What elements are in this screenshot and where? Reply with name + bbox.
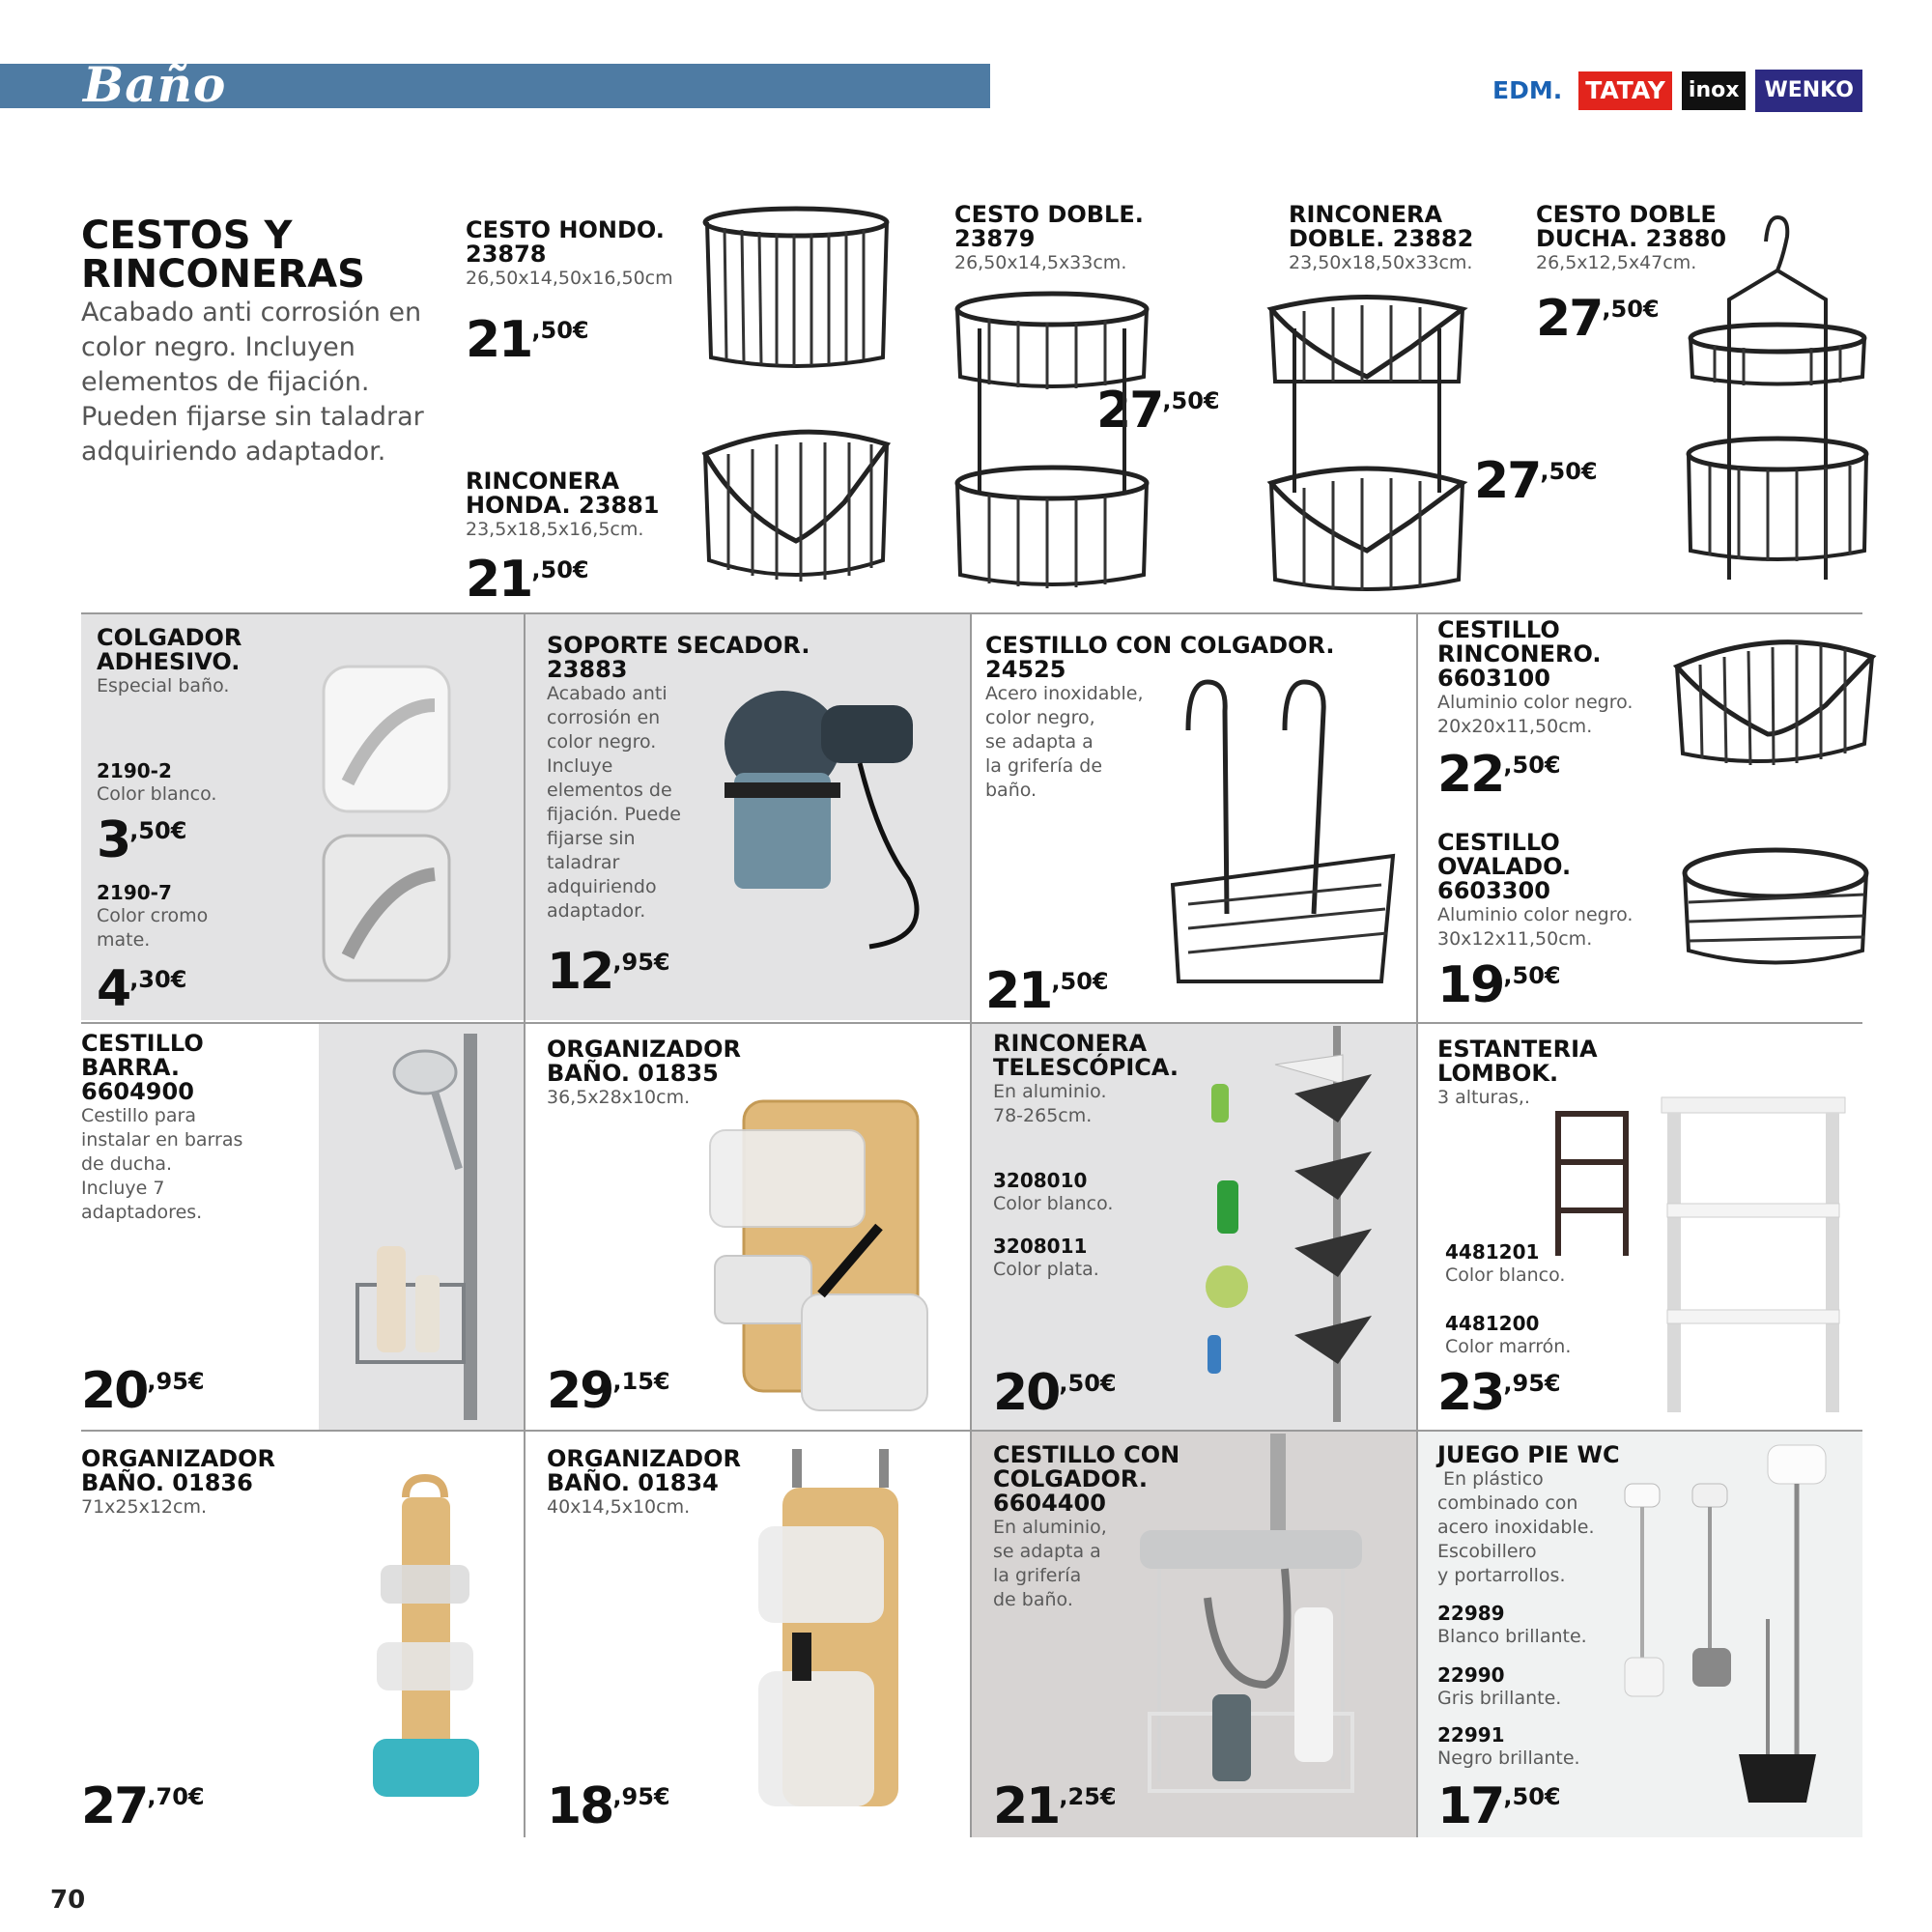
- product-cesto-doble-ducha: CESTO DOBLE DUCHA. 23880 26,5x12,5x47cm.: [1536, 201, 1727, 273]
- price-22989: 17,50€: [1437, 1777, 1561, 1835]
- corner-basket-image: [699, 425, 893, 589]
- grid-divider: [524, 614, 526, 1837]
- price-2190-2: 3,50€: [97, 811, 187, 869]
- intro-description: Acabado anti corrosión en color negro. Incluyen elementos de fijación. Pueden fijarse sin taladrar adquiriendo adaptador.: [81, 298, 424, 467]
- price-cesto-doble-ducha: 27,50€: [1536, 290, 1660, 348]
- grid-divider: [81, 1430, 1862, 1432]
- product-organizador-01836: ORGANIZADOR BAÑO. 01836 71x25x12cm.: [81, 1445, 275, 1518]
- product-cestillo-barra: CESTILLO BARRA. 6604900 Cestillo para instalar en barras de ducha. Incluye 7 adaptadores.: [81, 1030, 243, 1223]
- basket-image: [699, 203, 893, 377]
- shelf-unit-image: [1546, 1097, 1855, 1416]
- price-01834: 18,95€: [547, 1777, 670, 1835]
- edm-logo: EDM.: [1492, 76, 1563, 104]
- grid-divider: [81, 612, 1862, 614]
- hanging-basket-image: [1169, 672, 1401, 1001]
- hanging-organizer-image: [367, 1478, 493, 1816]
- price-2190-7: 4,30€: [97, 960, 187, 1018]
- price-6604400: 21,25€: [993, 1777, 1117, 1835]
- product-estanteria-lombok: ESTANTERIA LOMBOK. 3 alturas,.: [1437, 1036, 1598, 1108]
- shower-double-basket-image: [1681, 213, 1874, 580]
- grid-divider: [1416, 614, 1418, 1837]
- price-cesto-doble: 27,50€: [1096, 382, 1220, 440]
- intro-title: CESTOS Y RINCONERAS: [81, 213, 365, 297]
- product-rinconera-honda: RINCONERA HONDA. 23881 23,5x18,5x16,5cm.: [466, 468, 660, 540]
- tatay-logo: TATAY: [1578, 71, 1672, 110]
- product-colgador-adhesivo: COLGADOR ADHESIVO. Especial baño.: [97, 624, 242, 696]
- oval-rack-image: [1679, 844, 1872, 980]
- variant-22989: 22989 Blanco brillante.: [1437, 1602, 1587, 1647]
- door-organizer-image: [705, 1072, 956, 1420]
- variant-4481201: 4481201 Color blanco.: [1445, 1240, 1566, 1286]
- price-rinconera-doble: 27,50€: [1474, 452, 1598, 510]
- variant-22990: 22990 Gris brillante.: [1437, 1663, 1562, 1709]
- price-3208010: 20,50€: [993, 1364, 1117, 1422]
- double-basket-image: [951, 290, 1153, 599]
- product-organizador-01834: ORGANIZADOR BAÑO. 01834 40x14,5x10cm.: [547, 1445, 741, 1518]
- toilet-stand-set-image: [1623, 1445, 1855, 1812]
- shower-caddy-image: [1140, 1434, 1372, 1820]
- product-cestillo-rinconero: CESTILLO RINCONERO. 6603100 Aluminio color negro. 20x20x11,50cm.: [1437, 616, 1634, 737]
- price-01835: 29,15€: [547, 1362, 670, 1420]
- variant-2190-7: 2190-7 Color cromo mate.: [97, 881, 209, 951]
- shower-bar-basket-image: [348, 1034, 512, 1420]
- price-soporte-secador: 12,95€: [547, 943, 670, 1001]
- product-soporte-secador: SOPORTE SECADOR. 23883 Acabado anti corrosión en color negro. Incluye elementos de fijación. Puede fijarse sin taladrar adquiriendo adaptador.: [547, 632, 810, 922]
- product-rinconera-doble: RINCONERA DOBLE. 23882 23,50x18,50x33cm.: [1289, 201, 1474, 273]
- product-cesto-doble: CESTO DOBLE. 23879 26,50x14,5x33cm.: [954, 201, 1144, 273]
- variant-3208011: 3208011 Color plata.: [993, 1235, 1099, 1280]
- hair-dryer-holder-image: [715, 686, 947, 956]
- variant-4481200: 4481200 Color marrón.: [1445, 1312, 1572, 1357]
- product-cesto-hondo: CESTO HONDO. 23878 26,50x14,50x16,50cm: [466, 216, 673, 289]
- price-6604900: 20,95€: [81, 1362, 205, 1420]
- door-organizer-small-image: [753, 1449, 918, 1816]
- grid-divider: [81, 1022, 1862, 1024]
- price-cesto-hondo: 21,50€: [466, 311, 589, 369]
- product-cestillo-6604400: CESTILLO CON COLGADOR. 6604400 En aluminio, se adapta a la grifería de baño.: [993, 1441, 1180, 1610]
- variant-2190-2: 2190-2 Color blanco.: [97, 759, 217, 805]
- telescopic-corner-shelf-image: [1179, 1026, 1372, 1422]
- price-4481201: 23,95€: [1437, 1364, 1561, 1422]
- adhesive-hook-image: [319, 667, 464, 985]
- price-rinconera-honda: 21,50€: [466, 551, 589, 609]
- price-6603300: 19,50€: [1437, 956, 1561, 1014]
- variant-3208010: 3208010 Color blanco.: [993, 1169, 1114, 1214]
- grid-divider: [970, 614, 972, 1837]
- price-01836: 27,70€: [81, 1777, 205, 1835]
- price-24525: 21,50€: [985, 962, 1109, 1020]
- double-corner-basket-image: [1265, 290, 1468, 599]
- product-cestillo-ovalado: CESTILLO OVALADO. 6603300 Aluminio color negro. 30x12x11,50cm.: [1437, 829, 1634, 950]
- inox-logo: inox: [1682, 71, 1747, 110]
- section-title: Baño: [83, 56, 227, 113]
- product-cestillo-con-colgador-24525: CESTILLO CON COLGADOR. 24525 Acero inoxidable, color negro, se adapta a la grifería de baño.: [985, 632, 1335, 801]
- wenko-logo: WENKO: [1755, 70, 1861, 112]
- page-number: 70: [50, 1886, 86, 1915]
- product-rinconera-telescopica: RINCONERA TELESCÓPICA. En aluminio. 78-265cm.: [993, 1030, 1179, 1126]
- brand-logos: [1486, 70, 1862, 112]
- corner-rack-image: [1671, 628, 1878, 773]
- product-juego-pie-wc: JUEGO PIE WC En plástico combinado con acero inoxidable. Escobillero y portarrollos.: [1437, 1441, 1620, 1586]
- variant-22991: 22991 Negro brillante.: [1437, 1723, 1580, 1769]
- price-6603100: 22,50€: [1437, 746, 1561, 804]
- product-organizador-01835: ORGANIZADOR BAÑO. 01835 36,5x28x10cm.: [547, 1036, 741, 1108]
